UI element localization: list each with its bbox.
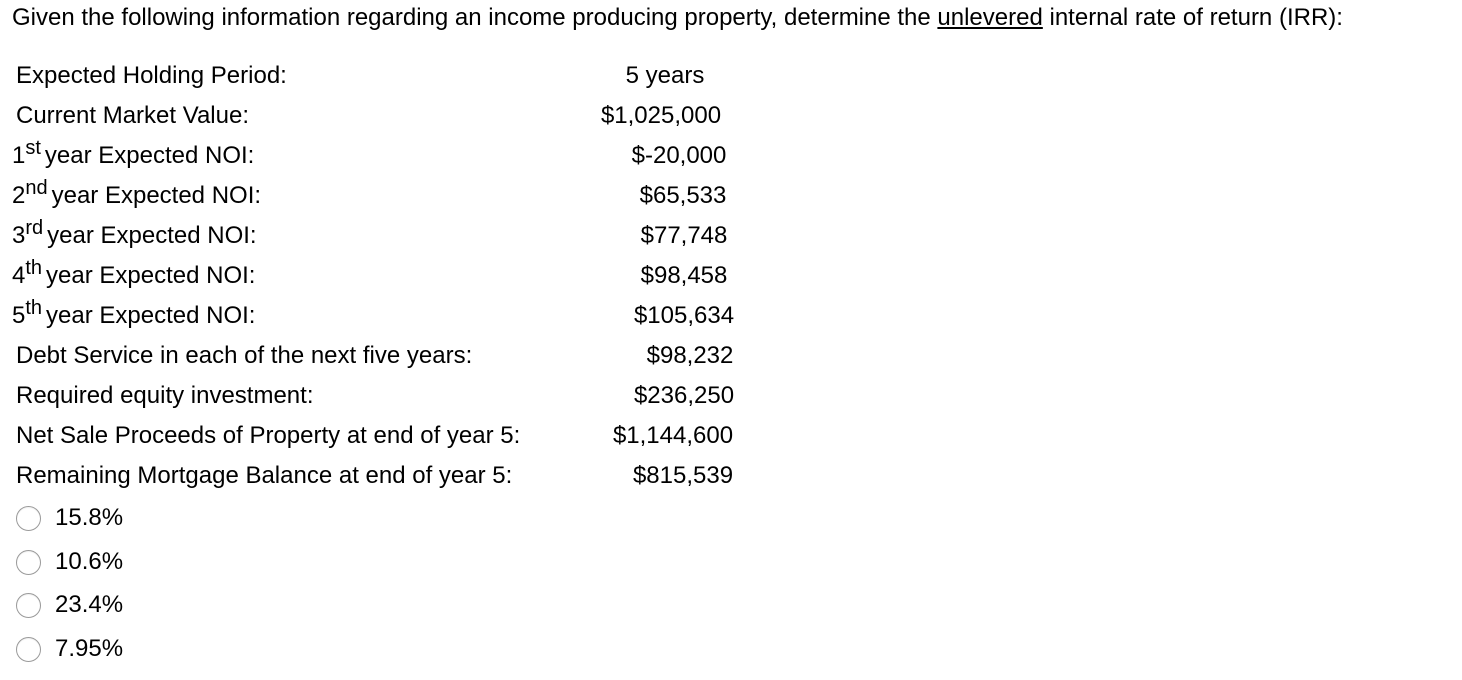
radio-button[interactable] bbox=[16, 550, 41, 575]
question-text-end: internal rate of return (IRR): bbox=[1042, 4, 1343, 31]
row-value: $-20,000 bbox=[631, 142, 727, 169]
radio-button[interactable] bbox=[16, 506, 41, 531]
row-value: $236,250 bbox=[633, 382, 735, 409]
row-label: 3rd year Expected NOI: bbox=[12, 217, 257, 249]
row-label: Remaining Mortgage Balance at end of year 5: bbox=[16, 462, 513, 489]
info-row-noi-year-3 bbox=[12, 216, 772, 256]
answer-option-2[interactable] bbox=[16, 545, 123, 579]
radio-button[interactable] bbox=[16, 593, 41, 618]
row-value: 5 years bbox=[625, 62, 705, 89]
row-label: Current Market Value: bbox=[16, 102, 249, 129]
row-value: $815,539 bbox=[632, 462, 734, 489]
info-row-noi-year-5 bbox=[12, 296, 772, 336]
info-row-noi-year-1 bbox=[12, 136, 772, 176]
row-value: $1,025,000 bbox=[600, 102, 722, 129]
row-label: Expected Holding Period: bbox=[16, 62, 287, 89]
info-row-equity-investment bbox=[12, 376, 772, 416]
row-label: 4th year Expected NOI: bbox=[12, 257, 256, 289]
row-value: $65,533 bbox=[639, 182, 727, 209]
question-text-start: Given the following information regarding an income producing property, determine the bbox=[12, 4, 938, 31]
row-label: Debt Service in each of the next five years: bbox=[16, 342, 473, 369]
answer-option-label: 15.8% bbox=[55, 504, 124, 531]
row-label: Required equity investment: bbox=[16, 382, 314, 409]
row-label: 2nd year Expected NOI: bbox=[12, 177, 262, 209]
answer-option-1[interactable] bbox=[16, 501, 123, 535]
row-value: $1,144,600 bbox=[612, 422, 734, 449]
info-row-market-value bbox=[12, 96, 772, 136]
row-label: 5th year Expected NOI: bbox=[12, 297, 256, 329]
info-row-mortgage-balance bbox=[12, 456, 772, 496]
question-text bbox=[12, 3, 1343, 33]
row-value: $98,458 bbox=[640, 262, 728, 289]
answer-option-label: 10.6% bbox=[55, 548, 124, 575]
row-value: $98,232 bbox=[646, 342, 734, 369]
row-value: $105,634 bbox=[633, 302, 735, 329]
radio-button[interactable] bbox=[16, 637, 41, 662]
info-row-noi-year-4 bbox=[12, 256, 772, 296]
info-row-net-sale-proceeds bbox=[12, 416, 772, 456]
info-row-holding-period bbox=[12, 56, 772, 96]
answer-option-3[interactable] bbox=[16, 588, 123, 622]
info-row-noi-year-2 bbox=[12, 176, 772, 216]
row-value: $77,748 bbox=[640, 222, 728, 249]
answer-option-label: 23.4% bbox=[55, 591, 124, 618]
row-label: 1st year Expected NOI: bbox=[12, 137, 255, 169]
info-row-debt-service bbox=[12, 336, 772, 376]
answer-option-4[interactable] bbox=[16, 632, 123, 666]
row-label: Net Sale Proceeds of Property at end of year 5: bbox=[16, 422, 521, 449]
answer-option-label: 7.95% bbox=[55, 635, 124, 662]
question-underlined-word: unlevered bbox=[937, 4, 1043, 31]
